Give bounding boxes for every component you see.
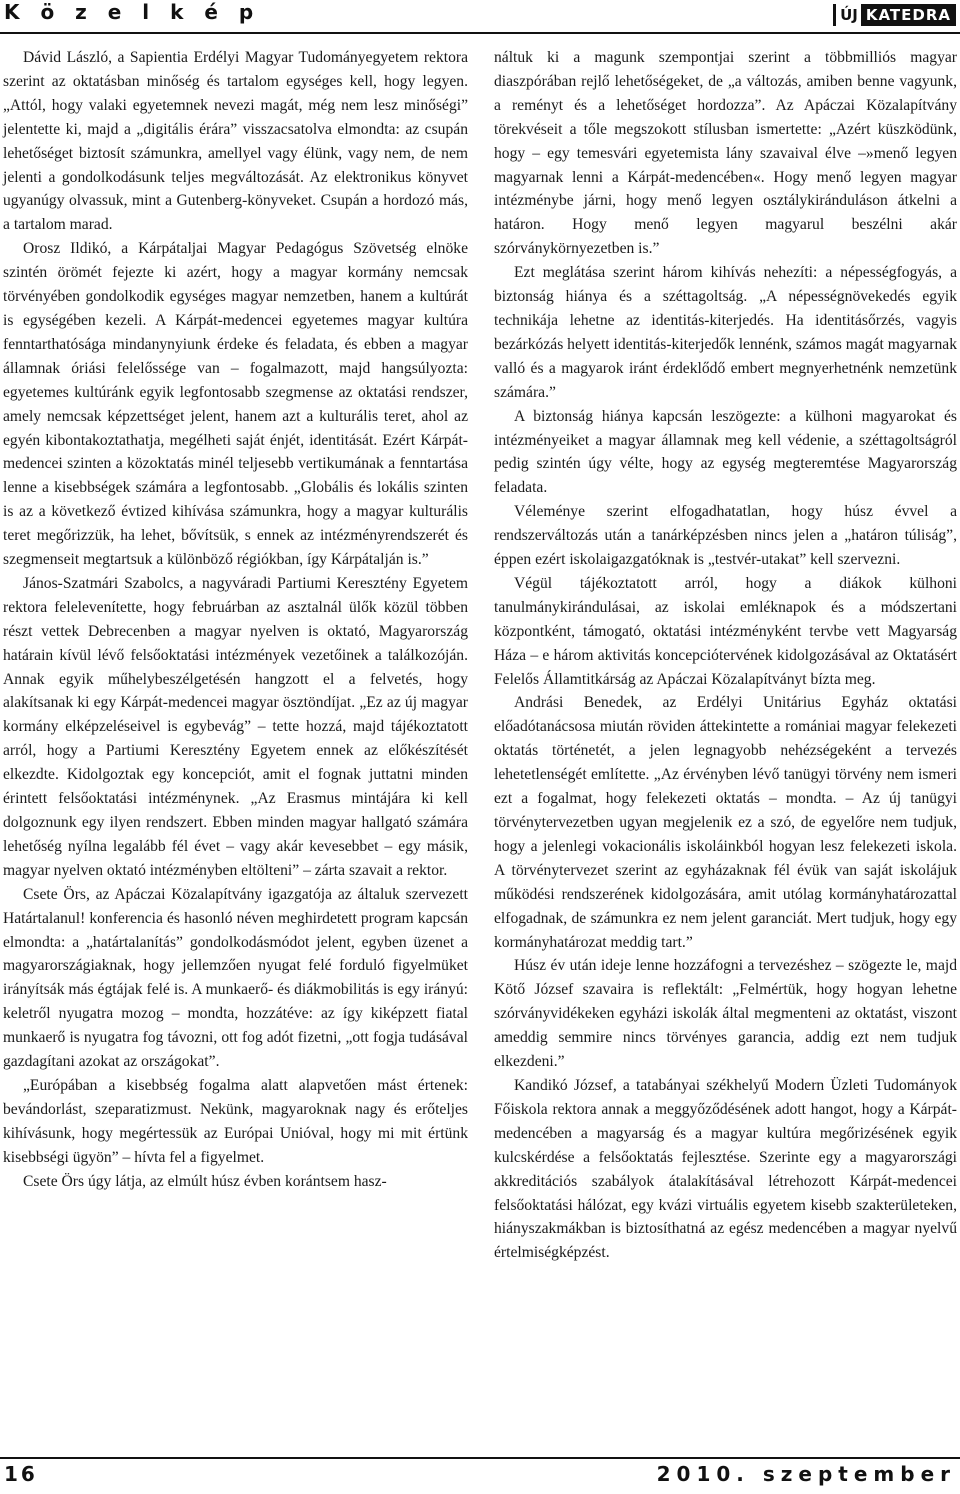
page-header: [0, 0, 960, 40]
header-rule: [0, 32, 960, 34]
paragraph: „Európában a kisebbség fogalma alatt alapvetően mást értenek: bevándorlást, szeparatizmust. Nekünk, magyaroknak nagy és erőteljes kihívásunk, hogy megértessük az Európai Unióval, hogy mi mit értünk kisebbségi ügyön” – hívta fel a figyelmet.: [3, 1076, 468, 1166]
paragraph: Véleménye szerint elfogadhatatlan, hogy húsz évvel a rendszerváltozás után a tanárképzésben nincs jelen a „határon túliság”, éppen ezért iskolaigazgatóknak is „testvér-utakat” kell szervezni.: [494, 503, 957, 569]
paragraph: János-Szatmári Szabolcs, a nagyváradi Partiumi Keresztény Egyetem rektora felelevenítette, hogy februárban az asztalnál ülők közül többen részt vettek Debrecenben a magyar nyelven is oktató, Magyarország határain kívül lévő felsőoktatási intézmények vezetőinek a találkozóján. Annak egyik műhelybeszélgetésén hangzott el a felvetés, hogy alakítsanak ki egy Kárpát-medencei magyar ösztöndíjat. „Ez az új magyar kormány elképzeléseivel is egybevág” – tette hozzá, majd tájékoztatott arról, hogy a Partiumi Keresztény Egyetem ennek az előkészítését elkezdte. Kidolgoztak egy koncepciót, amit el fognak juttatni minden érintett felsőoktatási intézménynek. „Az Erasmus mintájára ki kell dolgoznunk egy ilyen rendszert. Ebben minden magyar hallgató számára lehetőség nyílna legalább fél évet – vagy akár kevesebbet – egy másik, magyar nyelven oktató intézményben eltölteni” – zárta szavait a rektor.: [3, 574, 468, 879]
paragraph: Dávid László, a Sapientia Erdélyi Magyar Tudományegyetem rektora szerint az oktatásban minőség és tartalom egységes kell, hogy legyen. „Attól, hogy valaki egyetemnek nevezi magát, még nem lesz minőségi” jelentette ki, majd a „digitális érára” visszacsatolva elmondta: az csupán lehetőséget biztosít számunkra, amellyel vagy élünk, vagy nem, de nem jelenti a gondolkodásunk teljes megváltozását. Az elektronikus könyvet ugyanúgy olvassuk, mint a Gutenberg-könyveket. Csupán a hordozó más, a tartalom marad.: [3, 49, 468, 234]
paragraph: Ezt meglátása szerint három kihívás nehezíti: a népességfogyás, a biztonság hiánya és a széttagoltság. „A népességnövekedés egyik technikája lehetne az identitás-kiterjedés. Ha identitásőrzés, vagyis bezárkózás helyett identitás-kiterjedők lennénk, számos magát magyarnak valló és a magyarok iránt érdeklődő embert megnyerhetnénk nemzetünk számára.”: [494, 264, 957, 401]
logo-name: KATEDRA: [861, 4, 956, 26]
paragraph: Andrási Benedek, az Erdélyi Unitárius Egyház oktatási előadótanácsosa miután röviden áttekintette a romániai magyar felekezeti oktatás történetét, a jelen legnagyobb nehézségeként a tervezés lehetetlenségét említette. „Az érvényben lévő tanügyi törvény nem ismeri ezt a fogalmat, hogy felekezeti oktatás – mondta. – Az új tanügyi törvénytervezetben ugyan megjelenik ez a szó, de egyelőre nem tudjuk, hogy a jelenlegi vokacionális iskoláinkból hogyan lesz felekezeti iskola. A törvénytervezet szerint az egyházaknak fél évük van saját iskolájuk működési rendszerének kidolgozására, amit utólag kormányhatározattal elfogadnak, de számunkra ez nem jelent garanciát. Mert tudjuk, hogy egy kormányhatározat meddig tart.”: [494, 694, 957, 951]
footer-rule: [0, 1457, 960, 1459]
paragraph: Csete Örs, az Apáczai Közalapítvány igazgatója az általuk szervezett Határtalanul! konferencia és hasonló néven meghirdetett program kapcsán elmondta: a „határtalanítás” gondolkodásmódot jelent, egyben üzenet a magyarországiaknak, hogy jellemzően nyugat felé forduló figyelmüket irányítsák más égtájak felé is. A munkaerő- és diákmobilitás is egy irányú: keletről nyugatra mozog – mondta, hozzátéve: az így kiképzett fiatal munkaerő is nyugatra fog távozni, ott fog adót fizetni, „ott fogja tudásával gazdagítani azokat az országokat”.: [3, 885, 468, 1071]
right-column: [494, 46, 957, 1265]
paragraph: Végül tájékoztatott arról, hogy a diákok külhoni tanulmánykirándulásai, az iskolai emléknapok és a módszertani központként, támogató, oktatási intézményként tervbe vett Magyarság Háza – e három aktivitás koncepciótervének kidolgozásával az Oktatásért Felelős Államtitkárság az Apáczai Közalapítványt bízta meg.: [494, 574, 957, 688]
page-number: 16: [4, 1462, 38, 1486]
issue-date: 2010. szeptember: [656, 1462, 956, 1486]
logo-prefix: ÚJ: [833, 4, 861, 26]
section-title: K ö z e l k é p: [4, 0, 261, 24]
paragraph: Húsz év után ideje lenne hozzáfogni a tervezéshez – szögezte le, majd Kötő József szavaira is reflektált: „Felmértük, hogy hogyan lehetne szórványvidékeken egyházi iskolák által megmenteni az oktatást, viszont ameddig semmire nincs törvényes garancia, addig ezt nem tudjuk elkezdeni.”: [494, 957, 957, 1071]
paragraph: náltuk ki a magunk szempontjai szerint a többmilliós magyar diaszpórában rejlő lehetőségeket, de „a változás, amiben benne vagyunk, a reményt és a lehetőséget hordozza”. Az Apáczai Közalapítvány törekvéseit a tőle megszokott stílusban ismertette: „Azért küszködünk, hogy – egy temesvári egyetemista lány szavaival élve –»menő legyen magyarnak lenni a Kárpát-medencében«. Hogy menő legyen magyar intézménybe járni, hogy menő legyen osztálykiránduláson átkelni a határon. Hogy menő legyen magyarul beszélni akár szórványkörnyezetben is.”: [494, 49, 957, 258]
paragraph: A biztonság hiánya kapcsán leszögezte: a külhoni magyarokat és intézményeiket a magyar államnak meg kell védenie, a széttagoltságról pedig szintén úgy vélte, hogy az egység megteremtése Magyarország feladata.: [494, 407, 957, 497]
paragraph: Orosz Ildikó, a Kárpátaljai Magyar Pedagógus Szövetség elnöke szintén örömét fejezte ki azért, hogy a magyar kormány nemcsak törvényében gondolkodik egységes magyar nemzetben, hanem a kultúrát is egységében kezeli. A Kárpát-medencei egyetemes magyar kultúra fenntarthatósága mindanynyiunk érdeke és feladata, és ebben a magyar államnak óriási felelőssége van – fogalmazott, majd hangsúlyozta: egyetemes kultúránk egyik legfontosabb szegmense az oktatási rendszer, amely nemcsak képzettséget jelent, hanem azt a kulturális teret, ahol az egyén kibontakoztathatja, megélheti saját énjét, identitását. Ezért Kárpát-medencei szinten a közoktatás minél teljesebb vertikumának a fenntartása lenne a kisebbségek számára a legfontosabb. „Globális és lokális szinten is az a következő évtized kihívása számunkra, hogy a magyar kulturális teret megőrizzük, ha lehet, bővítsük, s ennek az intézményrendszerét és szegmenseit megtartsuk a különböző régiókban, így Kárpátalján is.”: [3, 240, 468, 569]
left-column: [3, 46, 468, 1194]
paragraph: Csete Örs úgy látja, az elmúlt húsz évben korántsem hasz-: [23, 1172, 387, 1190]
magazine-logo: [833, 3, 956, 27]
paragraph: Kandikó József, a tatabányai székhelyű Modern Üzleti Tudományok Főiskola rektora annak a meggyőződésének adott hangot, hogy a Kárpát-medencében a magyarság és a magyar kultúra megőrizésének egyik kulcskérdése a felsőoktatás fejlesztése. Szerinte egy a magyarországi akkreditációs szabályok átalakításával létrehozott Kárpát-medencei felsőoktatási hálózat, egy kvázi virtuális egyetem kisebb szakterületeken, hiányszakmákban is biztosíthatná az egész medencében a magyar nyelvű értelmiségképzést.: [494, 1076, 957, 1262]
